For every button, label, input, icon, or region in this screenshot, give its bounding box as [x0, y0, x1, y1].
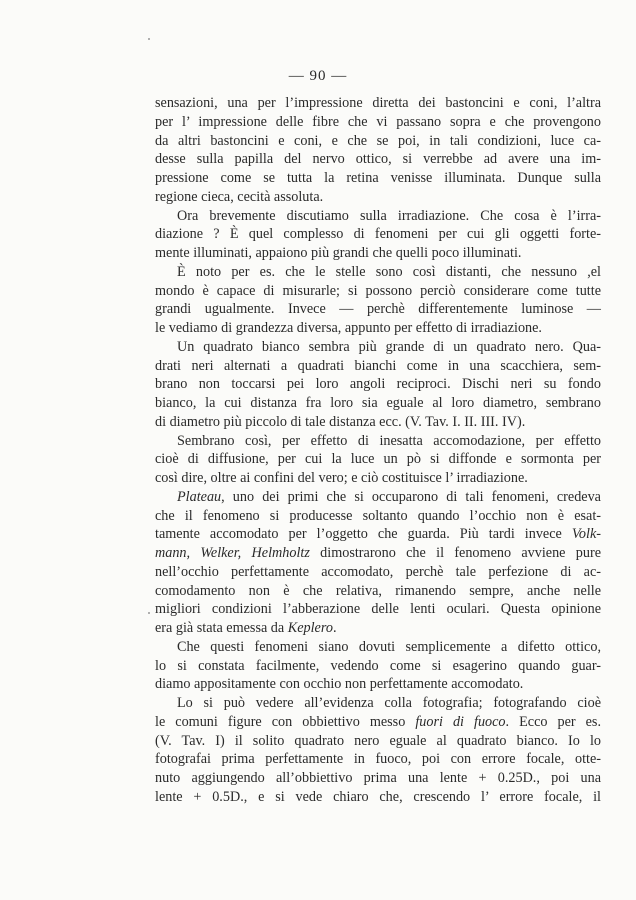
- text-segment: regione cieca, cecità assoluta.: [155, 188, 324, 205]
- text-segment: era già stata emessa da: [155, 620, 288, 636]
- text-segment: brano non toccarsi pei loro angoli reciproci. Dischi neri su fondo: [155, 376, 601, 393]
- text-line: [155, 488, 601, 507]
- text-segment: .: [332, 620, 337, 636]
- text-segment: dimostrarono che il fenomeno avviene pure: [309, 545, 601, 561]
- text-segment: Sembrano così, per effetto di inesatta accomodazione, per effetto: [177, 432, 601, 449]
- text-line: [155, 394, 601, 413]
- text-segment: È noto per es. che le stelle sono così distanti, che nessuno ,el: [177, 263, 601, 280]
- paragraph: [155, 694, 601, 807]
- text-segment: pressione come se tutta la retina venisse illuminata. Dunque sulla: [155, 170, 601, 186]
- text-line: [155, 732, 601, 751]
- text-line: [155, 563, 601, 582]
- text-line: [155, 207, 601, 226]
- scan-speck: [148, 612, 150, 614]
- text-segment: lente + 0.5D., e si vede chiaro che, crescendo l’ errore focale, il: [155, 788, 601, 805]
- text-segment: le vediamo di grandezza diversa, appunto per effetto di irradiazione.: [155, 320, 542, 336]
- text-segment: grandi ugualmente. Invece — perchè differentemente luminose —: [155, 301, 601, 318]
- text-segment: per l’ impressione delle fibre che vi passano sopra e che provengono: [155, 113, 601, 130]
- text-line: [155, 675, 601, 694]
- paragraph: [155, 338, 601, 432]
- paragraph: [155, 432, 601, 488]
- text-segment: fotografai prima perfettamente in fuoco, poi con errore focale, otte-: [155, 751, 601, 768]
- text-segment: comodamento non è che relativa, rimanendo sempre, anche nelle: [155, 582, 601, 599]
- text-line: [155, 338, 601, 357]
- scan-speck: [148, 38, 150, 40]
- text-line: [155, 188, 601, 207]
- text-segment: sensazioni, una per l’impressione diretta dei bastoncini e coni, l’altra: [155, 95, 601, 111]
- text-segment: diazione ? È quel complesso di fenomeni per cui gli oggetti forte-: [155, 226, 601, 243]
- text-line: [155, 507, 601, 526]
- text-segment: mondo è capace di misurarle; si possono perciò considerare come tutte: [155, 282, 601, 299]
- text-segment: Ora brevemente discutiamo sulla irradiazione. Che cosa è l’irra-: [177, 207, 601, 224]
- text-line: [155, 788, 601, 807]
- text-line: [155, 375, 601, 394]
- italic-text: fuori di fuoco: [415, 713, 506, 730]
- page-number: — 90 —: [288, 68, 348, 84]
- text-segment: Un quadrato bianco sembra più grande di un quadrato nero. Qua-: [177, 338, 601, 355]
- paragraph: [155, 488, 601, 638]
- text-line: [155, 469, 601, 488]
- text-line: [155, 169, 601, 188]
- paragraph: [155, 638, 601, 694]
- text-line: [155, 750, 601, 769]
- text-line: [155, 413, 601, 432]
- text-segment: cioè di diffusione, per cui la luce un pò si diffonde e sormonta per: [155, 451, 601, 468]
- text-segment: le comuni figure con obbiettivo messo: [155, 713, 416, 730]
- text-segment: drati neri alternati a quadrati bianchi come in una scacchiera, sem-: [155, 357, 601, 374]
- text-line: [155, 94, 601, 113]
- text-segment: così dire, oltre ai confini del vero; e ciò costituisce l’ irradiazione.: [155, 470, 528, 486]
- text-line: [155, 244, 601, 263]
- text-line: [155, 132, 601, 151]
- text-line: [155, 713, 601, 732]
- text-segment: (V. Tav. I) il solito quadrato nero eguale al quadrato bianco. Io lo: [155, 732, 601, 749]
- text-line: [155, 619, 601, 638]
- text-line: [155, 450, 601, 469]
- text-line: [155, 282, 601, 301]
- text-line: [155, 525, 601, 544]
- text-segment: Che questi fenomeni siano dovuti semplicemente a difetto ottico,: [177, 638, 601, 655]
- text-line: [155, 769, 601, 788]
- text-line: [155, 694, 601, 713]
- paragraph: [155, 263, 601, 338]
- text-line: [155, 638, 601, 657]
- text-line: [155, 225, 601, 244]
- text-line: [155, 319, 601, 338]
- paragraph: [155, 207, 601, 263]
- text-line: [155, 432, 601, 451]
- text-line: [155, 300, 601, 319]
- text-segment: diamo appositamente con occhio non perfettamente accomodato.: [155, 676, 524, 693]
- text-line: [155, 582, 601, 601]
- text-line: [155, 600, 601, 619]
- text-segment: desse sulla papilla del nervo ottico, si verrebbe ad avere una im-: [155, 151, 601, 168]
- text-segment: che il fenomeno si producesse soltanto quando l’occhio non è esat-: [155, 507, 601, 524]
- italic-text: Keplero: [287, 620, 333, 636]
- text-line: [155, 657, 601, 676]
- text-line: [155, 263, 601, 282]
- text-segment: Lo si può vedere all’evidenza colla fotografia; fotografando cioè: [177, 695, 601, 711]
- text-segment: di diametro più piccolo di tale distanza ecc. (V. Tav. I. II. III. IV).: [155, 413, 526, 430]
- text-line: [155, 357, 601, 376]
- body-text: [155, 94, 601, 807]
- text-segment: lo si constata facilmente, vedendo come si esagerino quando guar-: [155, 657, 601, 674]
- text-segment: da altri bastoncini e coni, e che se poi, in tali condizioni, luce ca-: [155, 132, 601, 149]
- text-segment: mente illuminati, appaiono più grandi che quelli poco illuminati.: [155, 245, 522, 261]
- paragraph: [155, 94, 601, 207]
- text-segment: nuto aggiungendo all’obbiettivo prima una lente + 0.25D., poi una: [155, 770, 601, 786]
- text-line: [155, 113, 601, 132]
- text-segment: , uno dei primi che si occuparono di tali fenomeni, credeva: [221, 488, 601, 505]
- text-segment: bianco, la cui distanza fra loro sia eguale al loro diametro, sembrano: [155, 395, 601, 411]
- text-segment: tamente accomodato per l’oggetto che guarda. Più tardi invece: [155, 526, 572, 543]
- text-segment: . Ecco per es.: [505, 713, 601, 730]
- italic-text: Volk-: [571, 526, 601, 543]
- text-segment: migliori condizioni l’abberazione delle lenti oculari. Questa opinione: [155, 601, 601, 618]
- italic-text: mann, Welker, Helmholtz: [155, 545, 310, 561]
- text-segment: nell’occhio perfettamente accomodato, perchè tale perfezione di ac-: [155, 563, 601, 580]
- text-line: [155, 150, 601, 169]
- italic-text: Plateau: [177, 488, 222, 505]
- text-line: [155, 544, 601, 563]
